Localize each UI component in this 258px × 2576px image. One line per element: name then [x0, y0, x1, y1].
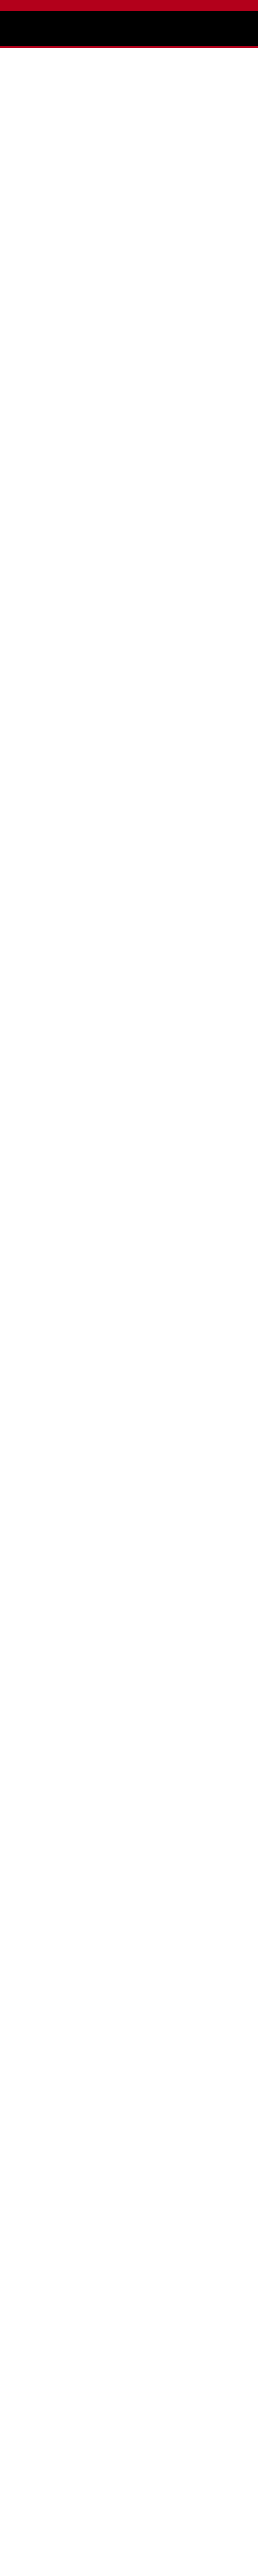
headline [4, 14, 254, 26]
subheadline-1 [4, 26, 254, 34]
headline-banner [0, 11, 258, 46]
article-paragraph [7, 53, 251, 64]
article-body [0, 48, 258, 71]
news-ticker [0, 0, 258, 11]
subheadline-2 [4, 34, 254, 42]
